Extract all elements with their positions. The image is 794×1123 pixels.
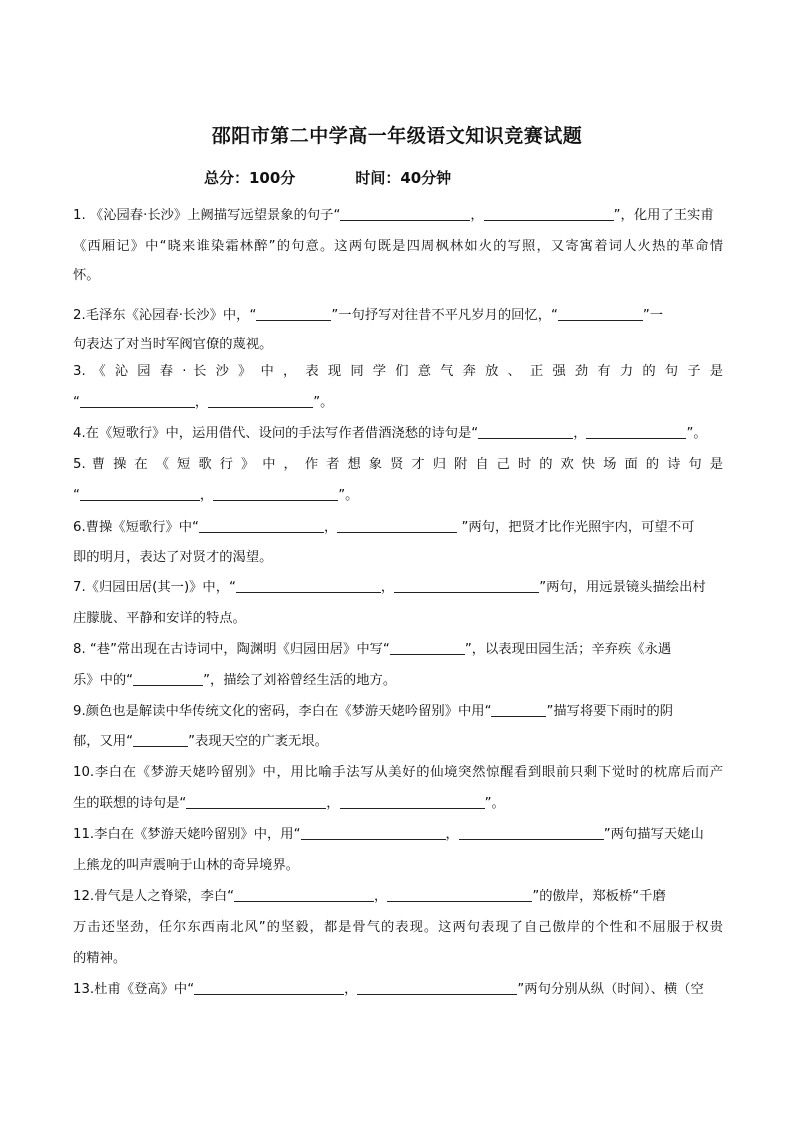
answer-blank[interactable] <box>256 306 331 321</box>
question-text: ”描写将要下雨时的阴 <box>546 704 674 719</box>
exam-title: 邵阳市第二中学高一年级语文知识竞赛试题 <box>211 125 583 147</box>
answer-blank[interactable] <box>357 980 517 995</box>
question-line <box>73 266 723 286</box>
question-text: ”一 <box>642 308 664 323</box>
question-line <box>73 362 723 382</box>
question-line <box>73 548 723 568</box>
question-line <box>73 856 723 876</box>
question-line <box>73 825 723 845</box>
question-text: ， <box>470 208 484 223</box>
question-text: ”两句，把贤才比作光照宇内，可望不可 <box>457 520 695 535</box>
question-text: ， <box>326 796 340 811</box>
question-text: ”的傲岸，郑板桥“千磨 <box>532 889 666 904</box>
question-text: 10.李白在《梦游天姥吟留别》中，用比喻手法写从美好的仙境突然惊醒看到眼前只剩下觉时的枕席后而产 <box>73 765 723 780</box>
answer-blank[interactable] <box>340 206 470 221</box>
answer-blank[interactable] <box>199 518 324 533</box>
question-line <box>73 237 723 257</box>
question-text: ， <box>323 520 338 535</box>
question-line <box>73 794 723 814</box>
question-line <box>73 206 723 226</box>
answer-blank[interactable] <box>133 671 203 686</box>
question-text: 12.骨气是人之脊梁，李白“ <box>73 889 235 904</box>
question-text: 13.杜甫《登高》中“ <box>73 982 195 997</box>
answer-blank[interactable] <box>301 825 446 840</box>
question-line <box>73 518 723 538</box>
question-line <box>73 918 723 938</box>
question-line <box>73 393 723 413</box>
answer-blank[interactable] <box>194 980 344 995</box>
question-text: 生的联想的诗句是“ <box>73 796 187 811</box>
question-text: ”，化用了王实甫 <box>613 208 714 223</box>
question-text: 2.毛泽东《沁园春·长沙》中，“ <box>73 308 257 323</box>
question-text: ”。 <box>338 488 359 503</box>
question-text: ”一句抒写对往昔不平凡岁月的回忆，“ <box>331 308 558 323</box>
answer-blank[interactable] <box>390 640 465 655</box>
question-text: 6.曹操《短歌行》中“ <box>73 520 199 535</box>
question-text: 庄朦胧、平静和安详的特点。 <box>73 611 246 626</box>
question-line <box>73 732 723 752</box>
answer-blank[interactable] <box>586 424 686 439</box>
question-line <box>73 578 723 598</box>
question-text: ， <box>380 580 395 595</box>
question-text: 4.在《短歌行》中，运用借代、设问的手法写作者借酒浇愁的诗句是“ <box>73 426 479 441</box>
answer-blank[interactable] <box>394 578 539 593</box>
question-line <box>73 306 723 326</box>
question-text: 万击还坚劲，任尔东西南北风”的坚毅，都是骨气的表现。这两句表现了自己傲岸的个性和不屈服于权贵 <box>73 920 723 935</box>
question-line <box>73 455 723 475</box>
answer-blank[interactable] <box>234 887 374 902</box>
answer-blank[interactable] <box>133 732 188 747</box>
total-score: 总分：100分 <box>204 169 296 187</box>
question-text: 9.颜色也是解读中华传统文化的密码，李白在《梦游天姥吟留别》中用“ <box>73 704 492 719</box>
question-text: ”。 <box>313 395 334 410</box>
question-text: 的精神。 <box>73 951 127 966</box>
question-text: ”两句，用远景镜头描绘出村 <box>539 580 706 595</box>
answer-blank[interactable] <box>387 887 532 902</box>
question-text: 即的明月，表达了对贤才的渴望。 <box>73 550 273 565</box>
question-text: 1. 《沁园春·长沙》上阙描写远望景象的句子“ <box>73 208 341 223</box>
question-line <box>73 702 723 722</box>
question-text: 《西厢记》中“晓来谁染霜林醉”的句意。这两句既是四周枫林如火的写照，又寄寓着词人火热的革命情 <box>73 239 723 254</box>
question-text: 乐》中的“ <box>73 673 134 688</box>
answer-blank[interactable] <box>337 518 457 533</box>
question-line <box>73 640 723 660</box>
question-text: 7.《归园田居(其一)》中，“ <box>73 580 236 595</box>
answer-blank[interactable] <box>478 424 573 439</box>
question-line <box>73 609 723 629</box>
question-line <box>73 486 723 506</box>
question-text: “ <box>73 488 80 503</box>
question-text: ”。 <box>484 796 505 811</box>
question-line <box>73 949 723 969</box>
question-text: ， <box>194 395 209 410</box>
question-line <box>73 980 723 1000</box>
answer-blank[interactable] <box>80 486 200 501</box>
question-text: ”两句描写天姥山 <box>603 827 704 842</box>
question-text: 句表达了对当时军阀官僚的蔑视。 <box>73 337 273 352</box>
exam-meta <box>204 167 451 188</box>
question-text: ， <box>573 426 587 441</box>
answer-blank[interactable] <box>213 486 338 501</box>
question-line <box>73 763 723 783</box>
question-text: 3. 《 沁 园 春 · 长 沙 》 中 ， 表 现 同 学 们 意 气 奔 放 、 正 强 劲 有 力 的 句 子 是 <box>73 364 723 379</box>
answer-blank[interactable] <box>236 578 381 593</box>
question-line <box>73 887 723 907</box>
question-text: 上熊龙的叫声震响于山林的奇异境界。 <box>73 858 300 873</box>
question-text: ”表现天空的广袤无垠。 <box>188 734 328 749</box>
answer-blank[interactable] <box>459 825 604 840</box>
question-text: ”。 <box>686 426 707 441</box>
question-text: ， <box>344 982 358 997</box>
question-line <box>73 671 723 691</box>
question-text: ”两句分别从纵（时间）、横（空 <box>517 982 704 997</box>
question-text: ， <box>445 827 459 842</box>
question-text: ， <box>374 889 388 904</box>
question-text: ”，描绘了刘裕曾经生活的地方。 <box>203 673 397 688</box>
answer-blank[interactable] <box>558 306 643 321</box>
question-text: 郁，又用“ <box>73 734 134 749</box>
question-text: 怀。 <box>73 268 100 283</box>
question-line <box>73 335 723 355</box>
answer-blank[interactable] <box>340 794 485 809</box>
question-text: ”，以表现田园生活；辛弃疾《永遇 <box>464 642 672 657</box>
answer-blank[interactable] <box>491 702 546 717</box>
answer-blank[interactable] <box>186 794 326 809</box>
time-limit: 时间：40分钟 <box>355 169 452 187</box>
question-text: 8. “巷”常出现在古诗词中，陶渊明《归园田居》中写“ <box>73 642 390 657</box>
question-line <box>73 424 723 444</box>
answer-blank[interactable] <box>80 393 195 408</box>
question-text: 11.李白在《梦游天姥吟留别》中，用“ <box>73 827 301 842</box>
question-text: 5. 曹 操 在 《 短 歌 行 》 中 ， 作 者 想 象 贤 才 归 附 自 己 时 的 欢 快 场 面 的 诗 句 是 <box>73 457 723 472</box>
question-text: “ <box>73 395 80 410</box>
question-text: ， <box>199 488 214 503</box>
answer-blank[interactable] <box>484 206 614 221</box>
answer-blank[interactable] <box>208 393 313 408</box>
